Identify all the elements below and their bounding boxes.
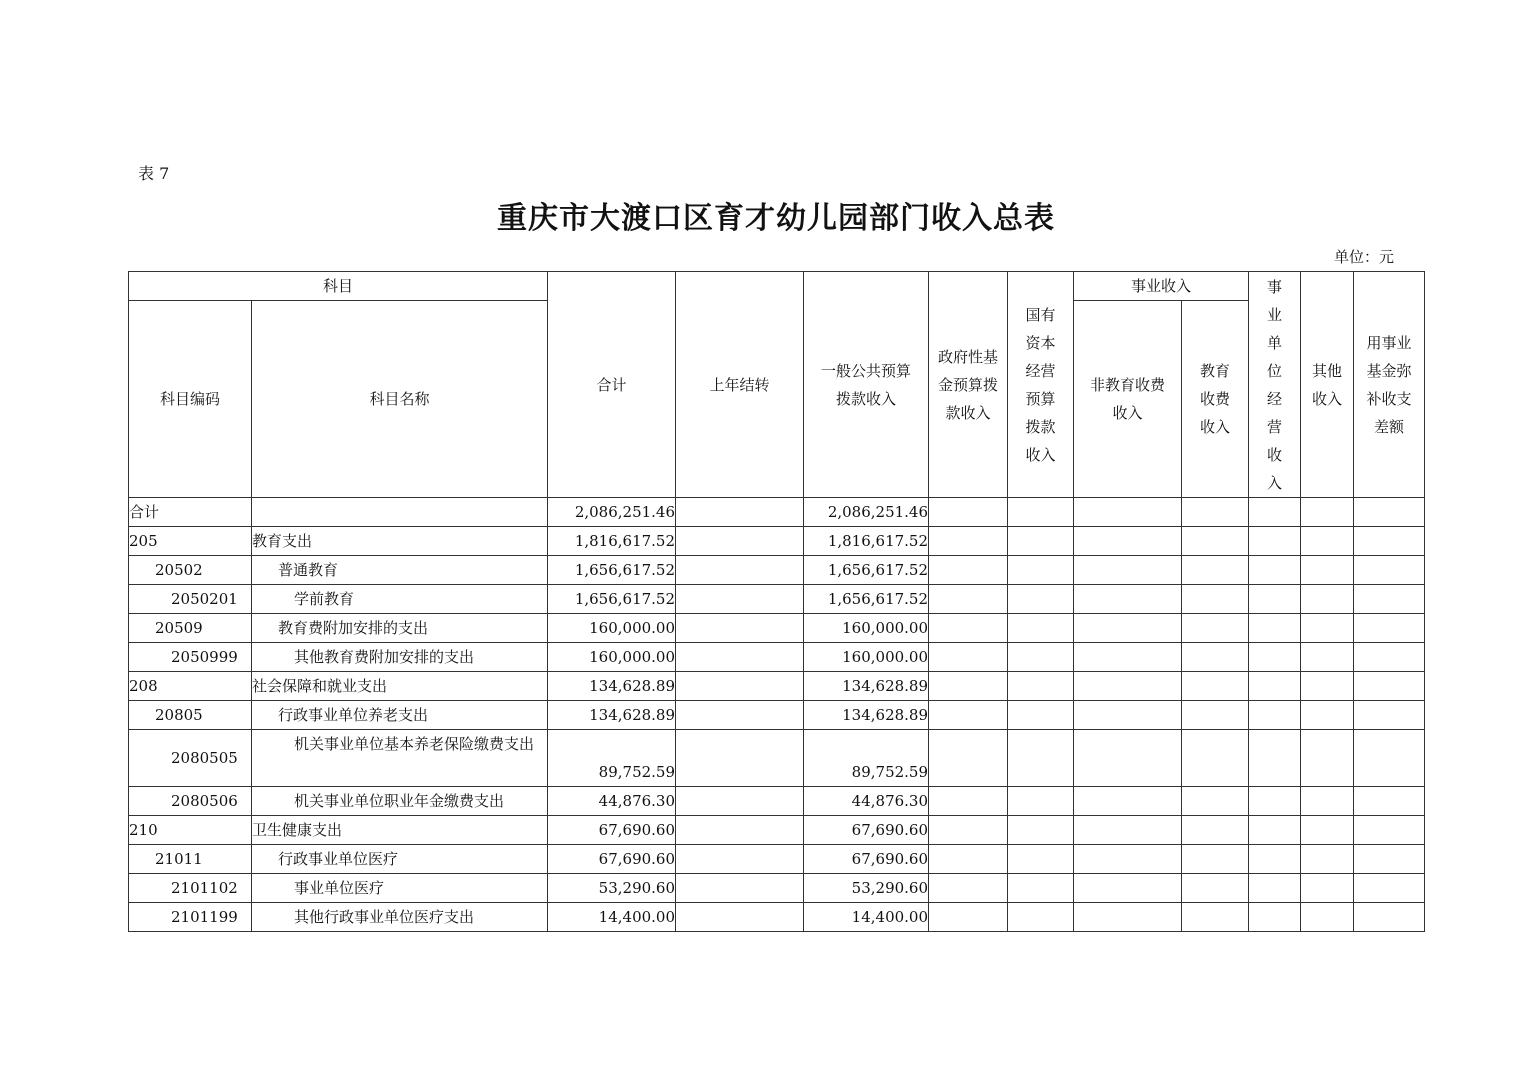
empty-cell bbox=[1354, 730, 1425, 787]
empty-cell bbox=[1008, 498, 1074, 527]
header-non-edu-fee: 非教育收费收入 bbox=[1074, 301, 1182, 498]
header-state-capital: 国有资本经营预算拨款收入 bbox=[1008, 272, 1074, 498]
row-name: 行政事业单位养老支出 bbox=[252, 701, 548, 730]
row-total: 1,656,617.52 bbox=[548, 585, 676, 614]
empty-cell bbox=[1301, 556, 1354, 585]
empty-cell bbox=[1249, 845, 1301, 874]
empty-cell bbox=[929, 787, 1008, 816]
row-code: 20509 bbox=[129, 614, 252, 643]
empty-cell bbox=[1182, 730, 1249, 787]
row-code: 210 bbox=[129, 816, 252, 845]
row-general: 1,656,617.52 bbox=[804, 556, 929, 585]
empty-cell bbox=[1074, 787, 1182, 816]
header-subject-group: 科目 bbox=[129, 272, 548, 301]
row-general: 53,290.60 bbox=[804, 874, 929, 903]
header-subject-code: 科目编码 bbox=[129, 301, 252, 498]
empty-cell bbox=[1249, 903, 1301, 932]
row-general: 1,656,617.52 bbox=[804, 585, 929, 614]
empty-cell bbox=[1354, 701, 1425, 730]
empty-cell bbox=[1074, 874, 1182, 903]
row-general: 89,752.59 bbox=[804, 730, 929, 787]
row-carryover bbox=[676, 816, 804, 845]
row-general: 1,816,617.52 bbox=[804, 527, 929, 556]
empty-cell bbox=[1301, 787, 1354, 816]
row-code: 21011 bbox=[129, 845, 252, 874]
row-general: 44,876.30 bbox=[804, 787, 929, 816]
empty-cell bbox=[1301, 585, 1354, 614]
empty-cell bbox=[1301, 614, 1354, 643]
empty-cell bbox=[1182, 874, 1249, 903]
empty-cell bbox=[1354, 498, 1425, 527]
empty-cell bbox=[1074, 556, 1182, 585]
table-row bbox=[129, 614, 1425, 643]
row-carryover bbox=[676, 701, 804, 730]
empty-cell bbox=[1074, 585, 1182, 614]
empty-cell bbox=[929, 816, 1008, 845]
row-carryover bbox=[676, 527, 804, 556]
empty-cell bbox=[1354, 845, 1425, 874]
table-row bbox=[129, 903, 1425, 932]
empty-cell bbox=[1301, 845, 1354, 874]
table-row bbox=[129, 643, 1425, 672]
row-name: 行政事业单位医疗 bbox=[252, 845, 548, 874]
row-carryover bbox=[676, 787, 804, 816]
empty-cell bbox=[1354, 556, 1425, 585]
header-fund-balance: 用事业基金弥补收支差额 bbox=[1354, 272, 1425, 498]
empty-cell bbox=[1074, 498, 1182, 527]
empty-cell bbox=[1301, 527, 1354, 556]
row-total: 67,690.60 bbox=[548, 816, 676, 845]
empty-cell bbox=[1008, 643, 1074, 672]
page-title: 重庆市大渡口区育才幼儿园部门收入总表 bbox=[497, 201, 1055, 236]
row-code: 2080506 bbox=[129, 787, 252, 816]
empty-cell bbox=[1301, 498, 1354, 527]
empty-cell bbox=[1301, 730, 1354, 787]
table-row bbox=[129, 845, 1425, 874]
empty-cell bbox=[1008, 701, 1074, 730]
row-total: 67,690.60 bbox=[548, 845, 676, 874]
empty-cell bbox=[1182, 845, 1249, 874]
row-general: 2,086,251.46 bbox=[804, 498, 929, 527]
empty-cell bbox=[1354, 816, 1425, 845]
row-name: 普通教育 bbox=[252, 556, 548, 585]
empty-cell bbox=[1354, 585, 1425, 614]
empty-cell bbox=[1008, 585, 1074, 614]
table-row bbox=[129, 672, 1425, 701]
empty-cell bbox=[1301, 816, 1354, 845]
empty-cell bbox=[1301, 874, 1354, 903]
row-total: 89,752.59 bbox=[548, 730, 676, 787]
empty-cell bbox=[1182, 672, 1249, 701]
table-row bbox=[129, 556, 1425, 585]
empty-cell bbox=[1182, 701, 1249, 730]
empty-cell bbox=[1249, 787, 1301, 816]
row-name: 机关事业单位职业年金缴费支出 bbox=[252, 787, 548, 816]
row-carryover bbox=[676, 556, 804, 585]
empty-cell bbox=[1354, 527, 1425, 556]
table-row bbox=[129, 527, 1425, 556]
row-code: 20502 bbox=[129, 556, 252, 585]
row-code: 208 bbox=[129, 672, 252, 701]
empty-cell bbox=[929, 701, 1008, 730]
table-row bbox=[129, 701, 1425, 730]
table-row bbox=[129, 585, 1425, 614]
row-general: 134,628.89 bbox=[804, 672, 929, 701]
row-general: 67,690.60 bbox=[804, 845, 929, 874]
row-name: 卫生健康支出 bbox=[252, 816, 548, 845]
empty-cell bbox=[1074, 903, 1182, 932]
empty-cell bbox=[1008, 556, 1074, 585]
header-other-income: 其他收入 bbox=[1301, 272, 1354, 498]
empty-cell bbox=[1249, 527, 1301, 556]
empty-cell bbox=[1301, 903, 1354, 932]
row-carryover bbox=[676, 672, 804, 701]
empty-cell bbox=[1074, 643, 1182, 672]
header-general-budget: 一般公共预算拨款收入 bbox=[804, 272, 929, 498]
header-edu-fee: 教育收费收入 bbox=[1182, 301, 1249, 498]
row-total: 53,290.60 bbox=[548, 874, 676, 903]
empty-cell bbox=[929, 643, 1008, 672]
header-carryover: 上年结转 bbox=[676, 272, 804, 498]
empty-cell bbox=[929, 672, 1008, 701]
empty-cell bbox=[1182, 643, 1249, 672]
row-general: 134,628.89 bbox=[804, 701, 929, 730]
empty-cell bbox=[1354, 787, 1425, 816]
row-code: 205 bbox=[129, 527, 252, 556]
table-row bbox=[129, 787, 1425, 816]
empty-cell bbox=[1249, 498, 1301, 527]
row-name: 教育费附加安排的支出 bbox=[252, 614, 548, 643]
empty-cell bbox=[1008, 730, 1074, 787]
row-name bbox=[252, 730, 548, 787]
row-total: 1,656,617.52 bbox=[548, 556, 676, 585]
empty-cell bbox=[1182, 527, 1249, 556]
table-row bbox=[129, 816, 1425, 845]
empty-cell bbox=[1074, 672, 1182, 701]
empty-cell bbox=[1249, 874, 1301, 903]
empty-cell bbox=[929, 845, 1008, 874]
empty-cell bbox=[1008, 614, 1074, 643]
row-name: 社会保障和就业支出 bbox=[252, 672, 548, 701]
row-carryover bbox=[676, 498, 804, 527]
empty-cell bbox=[1008, 903, 1074, 932]
row-total: 44,876.30 bbox=[548, 787, 676, 816]
empty-cell bbox=[1008, 816, 1074, 845]
empty-cell bbox=[1182, 816, 1249, 845]
empty-cell bbox=[1182, 585, 1249, 614]
row-name: 教育支出 bbox=[252, 527, 548, 556]
empty-cell bbox=[1008, 787, 1074, 816]
empty-cell bbox=[1074, 701, 1182, 730]
empty-cell bbox=[1182, 614, 1249, 643]
row-name: 学前教育 bbox=[252, 585, 548, 614]
row-total: 160,000.00 bbox=[548, 643, 676, 672]
empty-cell bbox=[1301, 643, 1354, 672]
row-name bbox=[252, 498, 548, 527]
table-row bbox=[129, 498, 1425, 527]
row-total: 2,086,251.46 bbox=[548, 498, 676, 527]
empty-cell bbox=[1249, 614, 1301, 643]
row-total: 134,628.89 bbox=[548, 701, 676, 730]
empty-cell bbox=[929, 730, 1008, 787]
row-general: 160,000.00 bbox=[804, 614, 929, 643]
row-carryover bbox=[676, 845, 804, 874]
table-row bbox=[129, 730, 1425, 787]
row-code: 20805 bbox=[129, 701, 252, 730]
empty-cell bbox=[1354, 874, 1425, 903]
empty-cell bbox=[929, 614, 1008, 643]
row-total: 14,400.00 bbox=[548, 903, 676, 932]
empty-cell bbox=[1008, 874, 1074, 903]
row-code: 2101102 bbox=[129, 874, 252, 903]
empty-cell bbox=[1301, 701, 1354, 730]
unit-label: 单位：元 bbox=[1333, 248, 1394, 266]
empty-cell bbox=[1249, 643, 1301, 672]
empty-cell bbox=[1074, 730, 1182, 787]
empty-cell bbox=[1182, 498, 1249, 527]
header-subject-name: 科目名称 bbox=[252, 301, 548, 498]
row-code: 2050999 bbox=[129, 643, 252, 672]
empty-cell bbox=[929, 498, 1008, 527]
empty-cell bbox=[1354, 672, 1425, 701]
empty-cell bbox=[929, 527, 1008, 556]
empty-cell bbox=[929, 903, 1008, 932]
row-general: 160,000.00 bbox=[804, 643, 929, 672]
empty-cell bbox=[929, 874, 1008, 903]
row-carryover bbox=[676, 585, 804, 614]
empty-cell bbox=[1008, 672, 1074, 701]
empty-cell bbox=[1008, 845, 1074, 874]
empty-cell bbox=[1249, 556, 1301, 585]
row-name: 事业单位医疗 bbox=[252, 874, 548, 903]
empty-cell bbox=[1182, 903, 1249, 932]
empty-cell bbox=[1249, 672, 1301, 701]
empty-cell bbox=[1354, 903, 1425, 932]
header-gov-fund: 政府性基金预算拨款收入 bbox=[929, 272, 1008, 498]
empty-cell bbox=[1301, 672, 1354, 701]
row-total: 1,816,617.52 bbox=[548, 527, 676, 556]
row-code: 2101199 bbox=[129, 903, 252, 932]
row-code: 合计 bbox=[129, 498, 252, 527]
empty-cell bbox=[929, 585, 1008, 614]
empty-cell bbox=[1249, 816, 1301, 845]
empty-cell bbox=[1249, 701, 1301, 730]
header-total: 合计 bbox=[548, 272, 676, 498]
empty-cell bbox=[1008, 527, 1074, 556]
row-name-text: 机关事业单位基本养老保险缴费支出 bbox=[294, 735, 535, 753]
empty-cell bbox=[1249, 730, 1301, 787]
table-row bbox=[129, 874, 1425, 903]
empty-cell bbox=[1074, 614, 1182, 643]
row-code: 2050201 bbox=[129, 585, 252, 614]
header-unit-operating: 事业单位经营收入 bbox=[1249, 272, 1301, 498]
row-name: 其他教育费附加安排的支出 bbox=[252, 643, 548, 672]
row-general: 67,690.60 bbox=[804, 816, 929, 845]
row-carryover bbox=[676, 874, 804, 903]
header-business-income-group: 事业收入 bbox=[1074, 272, 1249, 301]
row-name: 其他行政事业单位医疗支出 bbox=[252, 903, 548, 932]
row-total: 134,628.89 bbox=[548, 672, 676, 701]
row-carryover bbox=[676, 643, 804, 672]
empty-cell bbox=[1074, 527, 1182, 556]
row-code: 2080505 bbox=[129, 730, 252, 787]
empty-cell bbox=[929, 556, 1008, 585]
row-general: 14,400.00 bbox=[804, 903, 929, 932]
empty-cell bbox=[1249, 585, 1301, 614]
empty-cell bbox=[1074, 816, 1182, 845]
empty-cell bbox=[1354, 614, 1425, 643]
empty-cell bbox=[1182, 787, 1249, 816]
empty-cell bbox=[1074, 845, 1182, 874]
income-summary-table bbox=[128, 271, 1425, 932]
empty-cell bbox=[1182, 556, 1249, 585]
row-total: 160,000.00 bbox=[548, 614, 676, 643]
row-carryover bbox=[676, 730, 804, 787]
table-label: 表 7 bbox=[138, 164, 170, 183]
row-carryover bbox=[676, 614, 804, 643]
empty-cell bbox=[1354, 643, 1425, 672]
row-carryover bbox=[676, 903, 804, 932]
